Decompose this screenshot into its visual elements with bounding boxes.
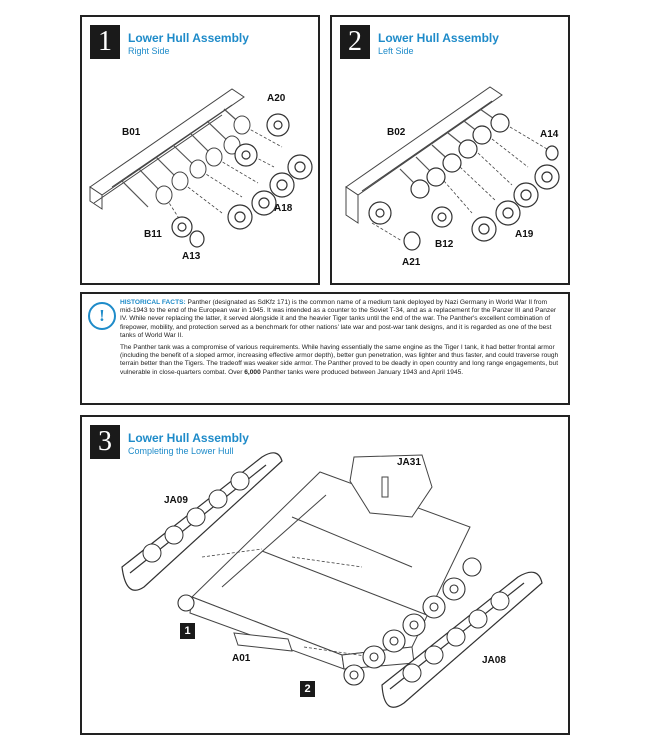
historical-facts-p2b: Panther tanks were produced between January 1943 and April 1945. bbox=[260, 368, 464, 376]
callout-step-1: 1 bbox=[180, 623, 195, 639]
historical-facts-paragraph-1 bbox=[120, 299, 560, 340]
step-1-panel bbox=[80, 15, 320, 285]
part-label-a13: A13 bbox=[182, 251, 201, 262]
part-label-a21: A21 bbox=[402, 257, 421, 268]
step-2-subtitle: Left Side bbox=[378, 46, 414, 56]
part-label-ja31: JA31 bbox=[397, 457, 421, 468]
part-label-a14: A14 bbox=[540, 129, 559, 140]
complete-lower-hull-drawing bbox=[82, 417, 568, 733]
part-label-b11: B11 bbox=[144, 229, 162, 240]
step-1-title: Lower Hull Assembly bbox=[128, 31, 249, 45]
part-label-b01: B01 bbox=[122, 127, 141, 138]
historical-facts-production-count: 6,000 bbox=[244, 368, 261, 376]
historical-facts-paragraph-2 bbox=[120, 344, 560, 377]
part-label-a01: A01 bbox=[232, 653, 251, 664]
step-2-title: Lower Hull Assembly bbox=[378, 31, 499, 45]
part-label-b02: B02 bbox=[387, 127, 406, 138]
historical-facts-p2a: The Panther tank was a compromise of various requirements. While having essentially the same engine as the Tiger I tank, it had better frontal armor (including the benefit of a sloped armor, increasing effective armor depth), better gun penetration, was lighter and thus faster, and could traverse rough terrain better than the Tigers. The tradeoff was weaker side armor. The Panther proved to be deadly in open country and long range engagements, but vulnerable in close-quarters combat. Over bbox=[120, 344, 559, 376]
part-label-ja09: JA09 bbox=[164, 495, 188, 506]
step-3-number: 3 bbox=[90, 425, 120, 459]
part-label-ja08: JA08 bbox=[482, 655, 506, 666]
step-3-panel bbox=[80, 415, 570, 735]
step-2-number: 2 bbox=[340, 25, 370, 59]
part-label-a18: A18 bbox=[274, 203, 293, 214]
part-label-b12: B12 bbox=[435, 239, 454, 250]
right-hull-side-drawing bbox=[82, 17, 318, 283]
historical-facts-box bbox=[80, 292, 570, 405]
info-icon: ! bbox=[88, 302, 116, 330]
part-label-a19: A19 bbox=[515, 229, 534, 240]
step-3-title: Lower Hull Assembly bbox=[128, 431, 249, 445]
historical-facts-label: HISTORICAL FACTS: bbox=[120, 299, 186, 306]
historical-facts-text bbox=[120, 299, 560, 381]
step-1-number: 1 bbox=[90, 25, 120, 59]
step-1-subtitle: Right Side bbox=[128, 46, 170, 56]
part-label-a20: A20 bbox=[267, 93, 286, 104]
callout-step-2: 2 bbox=[300, 681, 315, 697]
step-2-panel bbox=[330, 15, 570, 285]
historical-facts-p1: Panther (designated as SdKfz 171) is the common name of a medium tank deployed by Nazi Germany in World War II from mid-1943 to the end of the European war in 1945. It was intended as a counter to the Soviet T-34, and as a replacement for the Panzer III and Panzer IV. While never replacing the latter, it served alongside it and the heavier Tiger tanks until the end of the war. The Panther's excellent combination of firepower, mobility, and protection served as a benchmark for other nations' late war and post-war tank designs, and it is regarded as one of the best tanks of World War II. bbox=[120, 299, 557, 339]
step-3-subtitle: Completing the Lower Hull bbox=[128, 446, 234, 456]
